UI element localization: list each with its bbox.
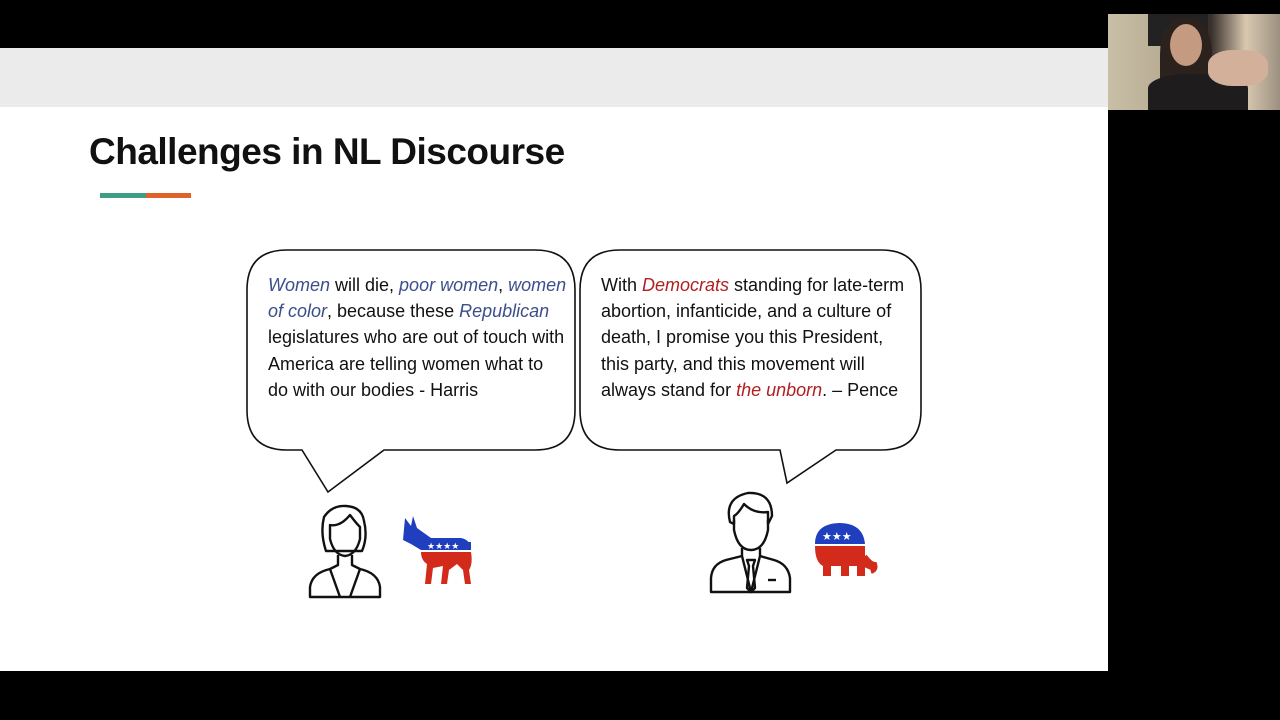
slide-title: Challenges in NL Discourse — [89, 131, 565, 172]
highlighted-phrase: Democrats — [642, 275, 730, 295]
pence-quote — [601, 272, 911, 403]
quote-text: legislatures who are out of touch with America are telling women what to do with our bodies - Harris — [268, 327, 565, 400]
svg-text:★★★★: ★★★★ — [427, 542, 460, 552]
webcam-video-feed — [1108, 14, 1280, 110]
woman-icon — [306, 503, 384, 599]
highlighted-phrase: Republican — [459, 301, 550, 322]
highlighted-phrase: poor women — [399, 275, 499, 295]
highlighted-phrase: Women — [268, 275, 331, 295]
man-icon — [708, 490, 792, 594]
highlighted-phrase: the unborn — [736, 379, 823, 400]
quote-text: , because these — [327, 301, 460, 322]
quote-text: . – Pence — [822, 379, 899, 400]
democrat-donkey-icon — [401, 514, 475, 586]
quote-text: , — [498, 275, 509, 295]
presentation-slide — [0, 48, 1108, 671]
svg-text:★★★: ★★★ — [822, 530, 852, 543]
harris-quote — [268, 272, 568, 403]
quote-text: will die, — [330, 275, 400, 295]
republican-elephant-icon — [813, 520, 879, 580]
highlighted-phrase: women of color — [268, 275, 567, 322]
quote-text: With — [601, 275, 643, 295]
quote-text: standing for late-term abortion, infanticide, and a culture of death, I promise you this President, this party, and this movement will always stand for — [601, 275, 905, 400]
